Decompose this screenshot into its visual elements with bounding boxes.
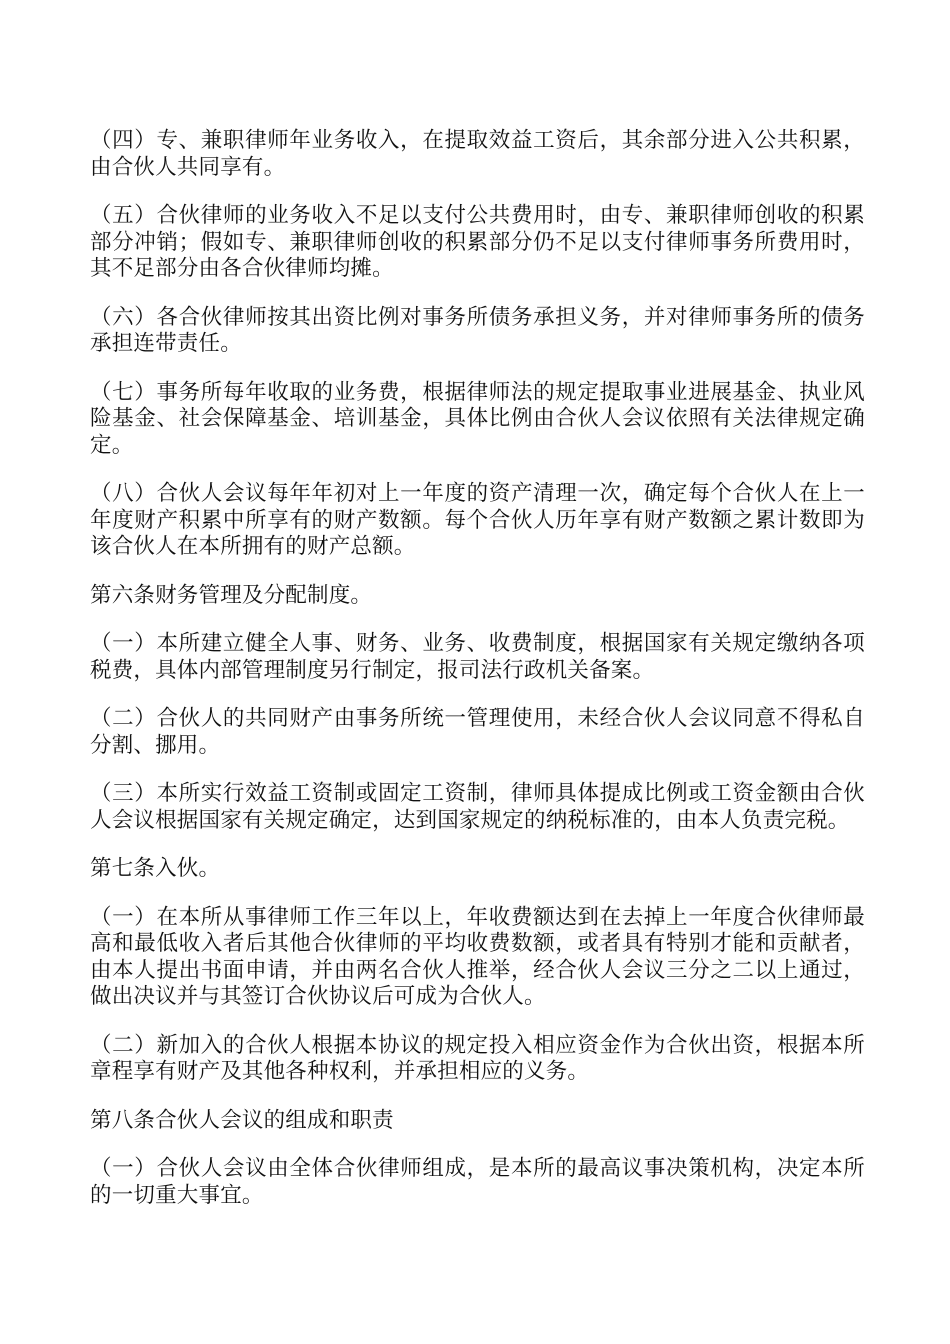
paragraph-7: （七）事务所每年收取的业务费，根据律师法的规定提取事业进展基金、执业风险基金、社会保障基金、培训基金，具体比例由合伙人会议依照有关法律规定确定。 — [90, 379, 865, 458]
article-7-heading: 第七条入伙。 — [90, 856, 221, 881]
article-6-heading: 第六条财务管理及分配制度。 — [90, 582, 373, 608]
article-6-item-3: （三）本所实行效益工资制或固定工资制，律师具体提成比例或工资金额由合伙人会议根据国家有关规定确定，达到国家规定的纳税标准的，由本人负责完税。 — [90, 781, 865, 833]
article-6-item-2: （二）合伙人的共同财产由事务所统一管理使用，未经合伙人会议同意不得私自分割、挪用。 — [90, 706, 865, 758]
paragraph-4: （四）专、兼职律师年业务收入，在提取效益工资后，其余部分进入公共积累，由合伙人共同享有。 — [90, 128, 865, 180]
paragraph-8: （八）合伙人会议每年年初对上一年度的资产清理一次，确定每个合伙人在上一年度财产积累中所享有的财产数额。每个合伙人历年享有财产数额之累计数即为该合伙人在本所拥有的财产总额。 — [90, 481, 865, 559]
paragraph-5: （五）合伙律师的业务收入不足以支付公共费用时，由专、兼职律师创收的积累部分冲销；假如专、兼职律师创收的积累部分仍不足以支付律师事务所费用时，其不足部分由各合伙律师均摊。 — [90, 203, 865, 281]
article-8-item-1: （一）合伙人会议由全体合伙律师组成，是本所的最高议事决策机构，决定本所的一切重大事宜。 — [90, 1156, 865, 1208]
article-6-item-1: （一）本所建立健全人事、财务、业务、收费制度，根据国家有关规定缴纳各项税费，具体内部管理制度另行制定，报司法行政机关备案。 — [90, 631, 865, 683]
article-7-item-1: （一）在本所从事律师工作三年以上，年收费额达到在去掉上一年度合伙律师最高和最低收入者后其他合伙律师的平均收费数额，或者具有特别才能和贡献者，由本人提出书面申请，并由两名合伙人推举，经合伙人会议三分之二以上通过，做出决议并与其签订合伙协议后可成为合伙人。 — [90, 904, 865, 1009]
article-8-heading: 第八条合伙人会议的组成和职责 — [90, 1107, 394, 1133]
paragraph-6: （六）各合伙律师按其出资比例对事务所债务承担义务，并对律师事务所的债务承担连带责任。 — [90, 304, 865, 356]
article-7-item-2: （二）新加入的合伙人根据本协议的规定投入相应资金作为合伙出资，根据本所章程享有财产及其他各种权利，并承担相应的义务。 — [90, 1032, 865, 1084]
document-page — [90, 128, 865, 1231]
